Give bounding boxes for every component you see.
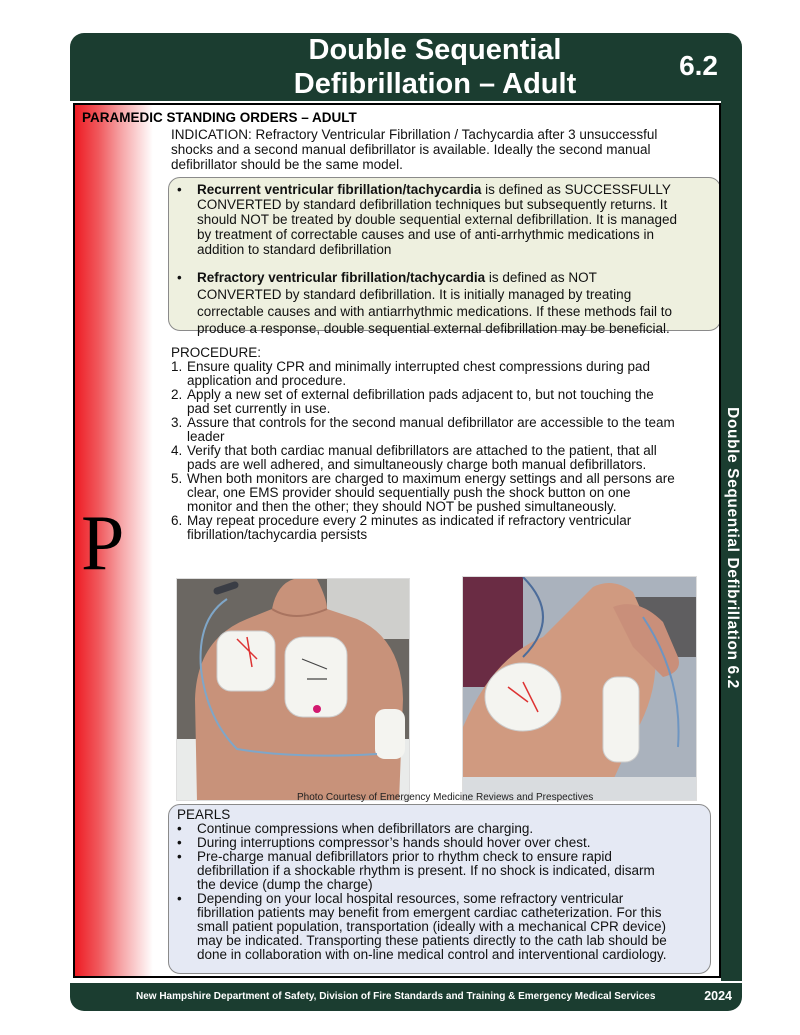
definitions-box [168, 177, 721, 336]
definition-item: • Refractory ventricular fibrillation/tachycardia is defined as NOT CONVERTED by standard defibrillation. It is initially managed by treating correctable causes and with antiarrhythmic medications. If these methods fail to produce a response, double sequential external defibrillation may be beneficial. [197, 269, 708, 337]
definition-term: Refractory ventricular fibrillation/tachycardia [197, 270, 486, 285]
procedure-step: 4. Verify that both cardiac manual defibrillators are attached to the patient, that all pads are well adhered, and simultaneously charge both manual defibrillators. [171, 443, 657, 472]
definition-item: • Recurrent ventricular fibrillation/tachycardia is defined as SUCCESSFULLY CONVERTED by standard defibrillation techniques but subsequently returns. It should NOT be treated by double sequential external defibrillation. It is managed by treatment of correctable causes and use of anti-arrhythmic medications in addition to standard defibrillation [197, 182, 708, 257]
pearl-item: • Depending on your local hospital resources, some refractory ventricular fibrillation patients may benefit from emergent cardiac catheterization. For this small patient population, transportation (ideally with a mechanical CPR device) may be indicated. Transporting these patients directly to the cath lab should be done in collaboration with on-line medical control and interventional cardiology. [197, 892, 700, 962]
pearl-item: • Pre-charge manual defibrillators prior to rhythm check to ensure rapid defibrillation if a shockable rhythm is present. If no shock is indicated, disarm the device (dump the charge) [197, 850, 700, 892]
section-title: PARAMEDIC STANDING ORDERS – ADULT [82, 110, 357, 125]
title-line-1: Double Sequential [308, 34, 562, 66]
procedure-step: 1. Ensure quality CPR and minimally interrupted chest compressions during pad application and procedure. [171, 359, 650, 388]
manikin-front-illustration [177, 579, 410, 801]
pearl-item: • During interruptions compressor’s hands should hover over chest. [197, 836, 700, 850]
photo-anterior-pads [176, 578, 410, 801]
photo-lateral-pads [462, 576, 697, 801]
footer-organization: New Hampshire Department of Safety, Division of Fire Standards and Training & Emergency Medical Services [136, 991, 656, 1002]
provider-level-letter: P [81, 499, 125, 586]
procedure-step: 2. Apply a new set of external defibrillation pads adjacent to, but not touching the pad set currently in use. [171, 387, 654, 416]
page-title [230, 33, 640, 101]
manikin-side-illustration [463, 577, 697, 801]
footer-year: 2024 [704, 989, 732, 1003]
protocol-number: 6.2 [679, 50, 718, 81]
title-line-2: Defibrillation – Adult [293, 68, 577, 100]
content-box [73, 103, 721, 978]
procedure-step: 6. May repeat procedure every 2 minutes as indicated if refractory ventricular fibrillation/tachycardia persists [171, 513, 632, 542]
procedure-heading: PROCEDURE: [171, 345, 262, 360]
procedure-step: 3. Assure that controls for the second manual defibrillator are accessible to the team leader [171, 415, 675, 444]
pearls-heading: PEARLS [177, 807, 231, 822]
photo-credit: Photo Courtesy of Emergency Medicine Reviews and Prespectives [297, 792, 594, 803]
side-label: Double Sequential Defibrillation 6.2 [724, 407, 741, 689]
procedure-list [171, 360, 716, 542]
pearls-box [168, 804, 711, 974]
page-header [70, 33, 742, 101]
page-footer [70, 983, 742, 1011]
indication-text: INDICATION: Refractory Ventricular Fibrillation / Tachycardia after 3 unsuccessful shocks and a second manual defibrillator is available. Ideally the second manual defibrillator should be the same model. [171, 127, 658, 172]
pearl-item: • Continue compressions when defibrillators are charging. [197, 822, 700, 836]
procedure-step: 5. When both monitors are charged to maximum energy settings and all persons are clear, one EMS provider should sequentially push the shock button on one monitor and then the other; they should NOT be pushed simultaneously. [171, 471, 675, 514]
definition-term: Recurrent ventricular fibrillation/tachycardia [197, 182, 482, 197]
